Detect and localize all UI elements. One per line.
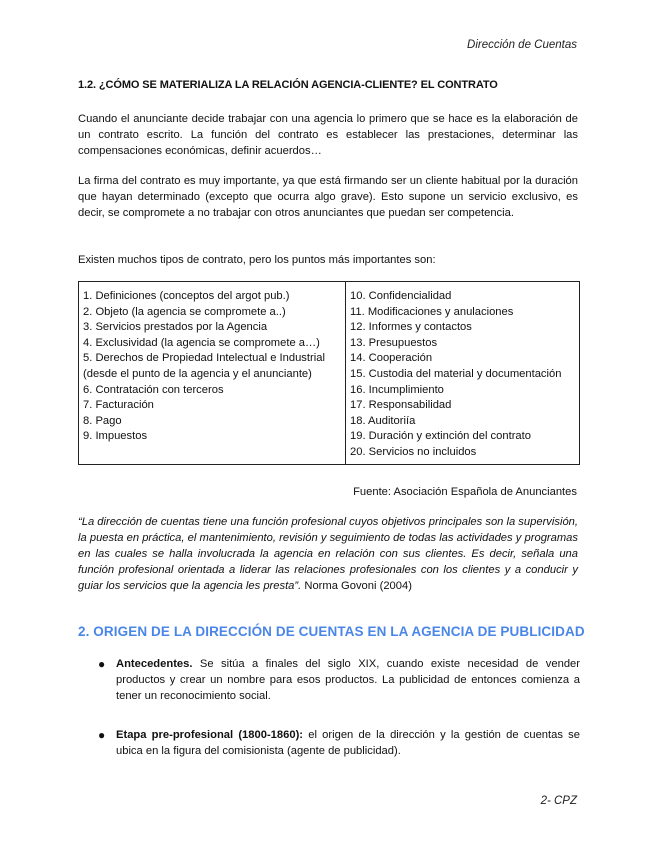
section-title: 2. ORIGEN DE LA DIRECCIÓN DE CUENTAS EN LA AGENCIA DE PUBLICIDAD <box>78 624 585 639</box>
quote-author: Norma Govoni (2004) <box>304 580 412 592</box>
page-footer: 2- CPZ <box>540 795 577 807</box>
page-header: Dirección de Cuentas <box>467 39 577 51</box>
contract-point: 15. Custodia del material y documentación <box>350 367 562 380</box>
contract-point: 11. Modificaciones y anulaciones <box>350 305 514 318</box>
contract-point: 6. Contratación con terceros <box>83 383 224 396</box>
contract-points-left-column <box>79 282 346 465</box>
bullet-title: Etapa pre-profesional (1800-1860): <box>116 729 304 741</box>
contract-point: 13. Presupuestos <box>350 336 438 349</box>
contract-point: 7. Facturación <box>83 399 154 412</box>
contract-point: 1. Definiciones (conceptos del argot pub.) <box>83 290 290 302</box>
list-item <box>78 656 580 704</box>
contract-point: 8. Pago <box>83 414 122 427</box>
bullet-text: el origen de la dirección y la gestión de cuentas se ubica en la figura del comisionista (agente de publicidad). <box>116 729 580 757</box>
contract-point: 20. Servicios no incluidos <box>350 445 477 458</box>
list-item <box>78 727 580 759</box>
paragraph-contract-types: Existen muchos tipos de contrato, pero los puntos más importantes son: <box>78 254 436 266</box>
contract-point: 12. Informes y contactos <box>350 321 472 334</box>
bullet-icon: ● <box>98 728 106 742</box>
bullet-list <box>78 656 580 782</box>
contract-point: 4. Exclusividad (la agencia se compromete a…) <box>83 336 320 349</box>
paragraph-signature: La firma del contrato es muy importante, ya que está firmando ser un cliente habitual por la duración que hayan determinado (excepto que ocurra algo grave). Esto supone un servicio exclusivo, es decir, se compromete a no trabajar con otros anunciantes que puedan ser competencia. <box>78 175 578 219</box>
table-source: Fuente: Asociación Española de Anunciantes <box>353 486 577 498</box>
bullet-text: Se sitúa a finales del siglo XIX, cuando existe necesidad de vender productos y crear un nombre para esos productos. La publicidad de entonces comienza a tener un reconocimiento social. <box>116 658 580 702</box>
contract-point: 14. Cooperación <box>350 352 433 365</box>
contract-points-table <box>78 281 580 465</box>
contract-point: 2. Objeto (la agencia se compromete a..) <box>83 305 286 318</box>
contract-point: 3. Servicios prestados por la Agencia <box>83 321 268 334</box>
contract-point: 9. Impuestos <box>83 430 148 443</box>
bullet-title: Antecedentes. <box>116 658 193 670</box>
quote-block <box>78 514 578 594</box>
quote-text: “La dirección de cuentas tiene una función profesional cuyos objetivos principales son la supervisión, la puesta en práctica, el mantenimiento, revisión y seguimiento de todas las actividades y programas en las cuales se halla involucrada la agencia en relación con sus clientes. Es decir, señala una función profesional orientada a liderar las relaciones profesionales con los clientes y a conducir y guiar los servicios que la agencia les presta”. <box>78 516 579 592</box>
bullet-icon: ● <box>98 657 106 671</box>
contract-point: 18. Auditoriía <box>350 414 416 427</box>
paragraph-intro: Cuando el anunciante decide trabajar con una agencia lo primero que se hace es la elaboración de un contrato escrito. La función del contrato es establecer las prestaciones, determinar las compensaciones económicas, definir acuerdos… <box>78 113 578 157</box>
section-heading: 1.2. ¿CÓMO SE MATERIALIZA LA RELACIÓN AGENCIA-CLIENTE? EL CONTRATO <box>78 79 498 91</box>
contract-point: 19. Duración y extinción del contrato <box>350 430 531 443</box>
contract-point: 10. Confidencialidad <box>350 290 452 302</box>
contract-point: 5. Derechos de Propiedad Intelectual e Industrial (desde el punto de la agencia y el anunciante) <box>83 352 325 380</box>
contract-points-right-column <box>346 282 580 465</box>
contract-point: 16. Incumplimiento <box>350 383 444 396</box>
contract-point: 17. Responsabilidad <box>350 399 452 412</box>
